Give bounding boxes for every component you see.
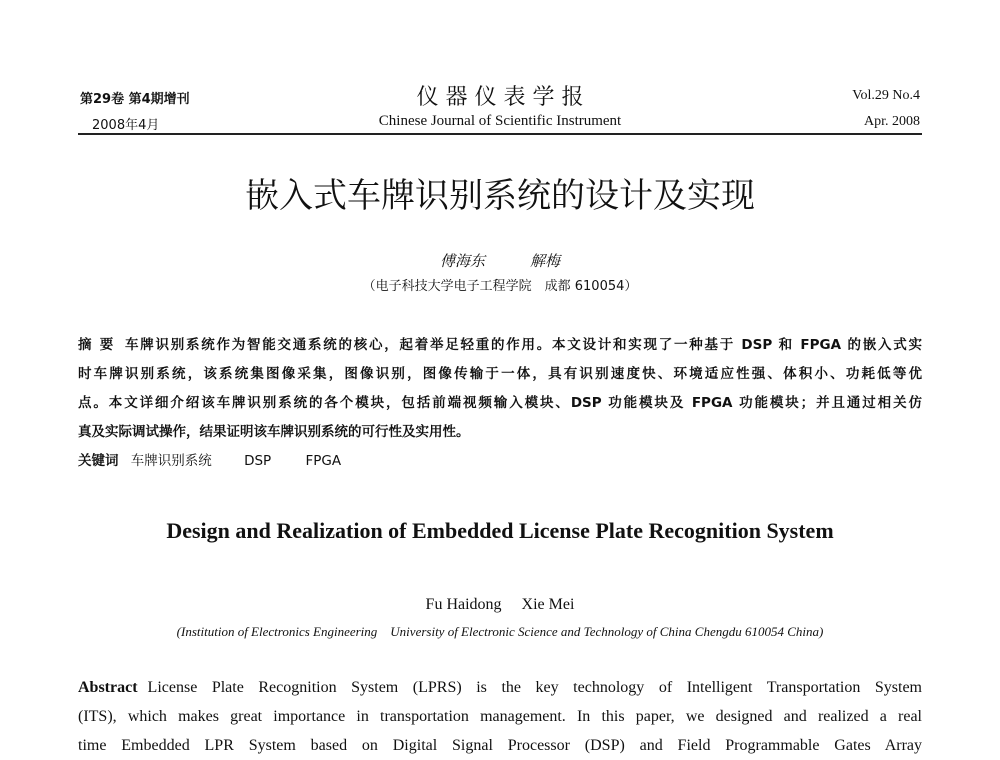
keywords-cn <box>78 449 341 469</box>
paper-title-en: Design and Realization of Embedded License Plate Recognition System <box>166 518 834 543</box>
authors-cn: 傅海东 解梅 <box>439 252 561 270</box>
abstract-en-line <box>78 679 922 697</box>
keyword: DSP <box>244 453 272 469</box>
date-en: Apr. 2008 <box>864 114 920 129</box>
abstract-cn-line: 点。本文详细介绍该车牌识别系统的各个模块，包括前端视频输入模块、DSP 功能模块及 FPGA 功能模块；并且通过相关仿 <box>78 395 922 411</box>
abstract-cn-line: 时车牌识别系统，该系统集图像采集，图像识别，图像传输于一体，具有识别速度快、环境适应性强、体积小、功耗低等优 <box>78 366 922 382</box>
journal-title-en: Chinese Journal of Scientific Instrument <box>378 113 622 129</box>
abstract-text: 车牌识别系统作为智能交通系统的核心，起着举足轻重的作用。本文设计和实现了一种基于 DSP 和 FPGA 的嵌入式实 <box>124 337 922 353</box>
abstract-label-cn: 摘 要 <box>78 337 115 353</box>
journal-title-cn: 仪 器 仪 表 学 报 <box>416 85 584 110</box>
abstract-cn-line: 真及实际调试操作，结果证明该车牌识别系统的可行性及实用性。 <box>78 424 470 440</box>
volume-en: Vol.29 No.4 <box>852 88 920 103</box>
abstract-en-line: time Embedded LPR System based on Digital Signal Processor (DSP) and Field Programmable Gates Array <box>78 737 922 754</box>
keywords-label: 关键词 <box>78 453 119 469</box>
header-rule <box>78 133 922 135</box>
affiliation-cn: （电子科技大学电子工程学院 成都 610054） <box>362 279 638 294</box>
abstract-label-en: Abstract <box>78 679 138 696</box>
abstract-text: License Plate Recognition System (LPRS) is the key technology of Intelligent Transportation System <box>147 679 922 696</box>
abstract-en-line: (ITS), which makes great importance in transportation management. In this paper, we designed and realized a real <box>78 708 922 725</box>
volume-cn: 第29卷 第4期增刊 <box>80 92 190 107</box>
affiliation-en: (Institution of Electronics Engineering University of Electronic Science and Technology of China Chengdu 610054 China) <box>176 624 824 639</box>
keyword: 车牌识别系统 <box>130 453 212 469</box>
abstract-cn-line <box>78 333 922 353</box>
authors-en: Fu Haidong Xie Mei <box>425 596 575 613</box>
paper-title-cn: 嵌入式车牌识别系统的设计及实现 <box>245 176 755 216</box>
keyword: FPGA <box>305 453 342 469</box>
date-cn: 2008年4月 <box>92 118 160 133</box>
